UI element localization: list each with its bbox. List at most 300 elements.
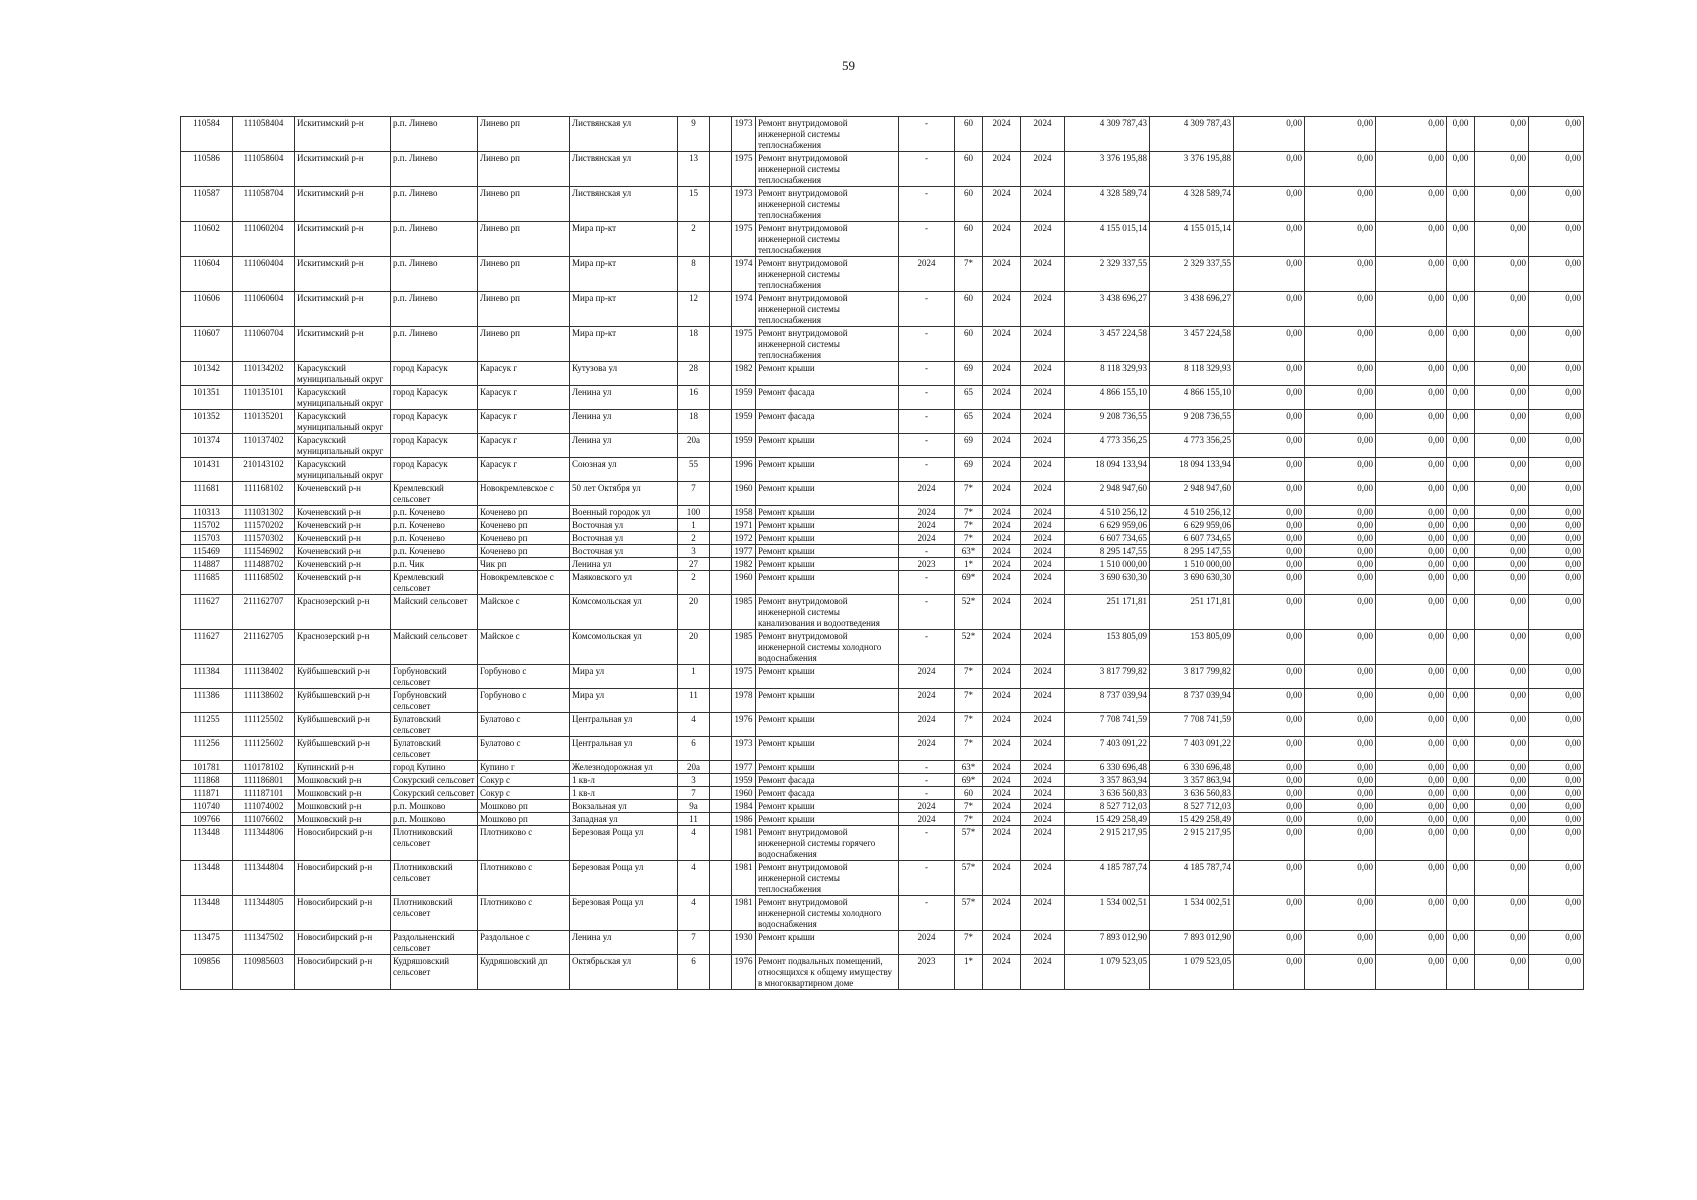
cell-street: Комсомольская ул: [570, 595, 678, 630]
cell-local-cost: 0,00: [1376, 595, 1447, 630]
cell-owners-share: 0,00: [1447, 630, 1475, 665]
cell-extra-cost: 0,00: [1529, 257, 1584, 292]
cell-fund-cost: 1 510 000,00: [1150, 558, 1234, 571]
cell-work-type: Ремонт крыши: [756, 761, 899, 774]
cell-settlement: Карасук г: [478, 458, 570, 482]
table-row: [181, 386, 1584, 410]
cell-house-number: 18: [678, 410, 710, 434]
cell-extra-cost: 0,00: [1529, 545, 1584, 558]
cell-object-id: 110602: [181, 222, 233, 257]
cell-municipality: Кудряшовский сельсовет: [391, 955, 478, 990]
cell-municipality: город Купино: [391, 761, 478, 774]
cell-owners-share: 0,00: [1447, 532, 1475, 545]
cell-federal-cost: 0,00: [1234, 152, 1305, 187]
cell-fund-cost: 3 376 195,88: [1150, 152, 1234, 187]
cell-wear: 65: [955, 386, 983, 410]
cell-fund-cost: 3 457 224,58: [1150, 327, 1234, 362]
cell-other-cost: 0,00: [1475, 813, 1529, 826]
table-row: [181, 595, 1584, 630]
cell-municipality: р.п. Линево: [391, 292, 478, 327]
cell-regional-cost: 0,00: [1305, 931, 1376, 955]
cell-regional-cost: 0,00: [1305, 292, 1376, 327]
cell-work-type: Ремонт внутридомовой инженерной системы теплоснабжения: [756, 152, 899, 187]
cell-federal-cost: 0,00: [1234, 813, 1305, 826]
cell-end-year: 2024: [1021, 187, 1065, 222]
cell-settlement: Линево рп: [478, 187, 570, 222]
cell-wear: 57*: [955, 861, 983, 896]
cell-object-id: 114887: [181, 558, 233, 571]
cell-start-year: 2024: [983, 931, 1021, 955]
cell-extra-cost: 0,00: [1529, 292, 1584, 327]
cell-federal-cost: 0,00: [1234, 955, 1305, 990]
cell-work-type: Ремонт крыши: [756, 434, 899, 458]
cell-program-id: 111187101: [233, 787, 295, 800]
cell-owners-share: 0,00: [1447, 482, 1475, 506]
cell-settlement: Майское с: [478, 595, 570, 630]
cell-street: Листвянская ул: [570, 117, 678, 152]
cell-owners-share: 0,00: [1447, 458, 1475, 482]
cell-district: Краснозерский р-н: [295, 595, 391, 630]
cell-extra-cost: 0,00: [1529, 761, 1584, 774]
cell-building: [710, 327, 732, 362]
cell-regional-cost: 0,00: [1305, 458, 1376, 482]
cell-building: [710, 861, 732, 896]
cell-plan-year: 2024: [899, 813, 955, 826]
cell-total-cost: 8 527 712,03: [1065, 800, 1150, 813]
cell-owners-share: 0,00: [1447, 787, 1475, 800]
cell-building: [710, 482, 732, 506]
cell-object-id: 113448: [181, 861, 233, 896]
cell-regional-cost: 0,00: [1305, 532, 1376, 545]
cell-program-id: 111546902: [233, 545, 295, 558]
cell-local-cost: 0,00: [1376, 410, 1447, 434]
cell-settlement: Коченево рп: [478, 519, 570, 532]
cell-built-year: 1973: [732, 737, 756, 761]
cell-municipality: город Карасук: [391, 410, 478, 434]
cell-wear: 60: [955, 787, 983, 800]
cell-municipality: р.п. Мошково: [391, 800, 478, 813]
cell-house-number: 2: [678, 532, 710, 545]
capital-repair-table: [180, 116, 1584, 990]
cell-built-year: 1958: [732, 506, 756, 519]
cell-house-number: 55: [678, 458, 710, 482]
cell-start-year: 2024: [983, 386, 1021, 410]
cell-extra-cost: 0,00: [1529, 362, 1584, 386]
cell-municipality: Булатовский сельсовет: [391, 713, 478, 737]
cell-building: [710, 800, 732, 813]
cell-house-number: 4: [678, 713, 710, 737]
cell-regional-cost: 0,00: [1305, 761, 1376, 774]
cell-start-year: 2024: [983, 519, 1021, 532]
cell-end-year: 2024: [1021, 800, 1065, 813]
cell-other-cost: 0,00: [1475, 532, 1529, 545]
cell-local-cost: 0,00: [1376, 117, 1447, 152]
cell-owners-share: 0,00: [1447, 826, 1475, 861]
cell-municipality: город Карасук: [391, 434, 478, 458]
cell-regional-cost: 0,00: [1305, 630, 1376, 665]
cell-owners-share: 0,00: [1447, 545, 1475, 558]
cell-program-id: 111058704: [233, 187, 295, 222]
cell-start-year: 2024: [983, 532, 1021, 545]
cell-house-number: 1: [678, 665, 710, 689]
cell-end-year: 2024: [1021, 595, 1065, 630]
cell-district: Мошковский р-н: [295, 774, 391, 787]
cell-owners-share: 0,00: [1447, 896, 1475, 931]
cell-total-cost: 1 079 523,05: [1065, 955, 1150, 990]
cell-district: Коченевский р-н: [295, 545, 391, 558]
cell-owners-share: 0,00: [1447, 955, 1475, 990]
cell-program-id: 110178102: [233, 761, 295, 774]
cell-federal-cost: 0,00: [1234, 222, 1305, 257]
cell-settlement: Плотниково с: [478, 896, 570, 931]
cell-program-id: 111125602: [233, 737, 295, 761]
cell-wear: 63*: [955, 545, 983, 558]
table-row: [181, 630, 1584, 665]
cell-street: Западная ул: [570, 813, 678, 826]
cell-local-cost: 0,00: [1376, 571, 1447, 595]
cell-wear: 57*: [955, 896, 983, 931]
cell-built-year: 1975: [732, 665, 756, 689]
cell-municipality: Майский сельсовет: [391, 630, 478, 665]
cell-other-cost: 0,00: [1475, 152, 1529, 187]
cell-plan-year: -: [899, 630, 955, 665]
cell-owners-share: 0,00: [1447, 434, 1475, 458]
cell-fund-cost: 3 690 630,30: [1150, 571, 1234, 595]
cell-street: 1 кв-л: [570, 787, 678, 800]
cell-house-number: 13: [678, 152, 710, 187]
cell-federal-cost: 0,00: [1234, 532, 1305, 545]
cell-house-number: 3: [678, 774, 710, 787]
cell-settlement: Линево рп: [478, 257, 570, 292]
cell-federal-cost: 0,00: [1234, 826, 1305, 861]
cell-end-year: 2024: [1021, 774, 1065, 787]
cell-district: Искитимский р-н: [295, 292, 391, 327]
cell-settlement: Новокремлевское с: [478, 482, 570, 506]
cell-district: Новосибирский р-н: [295, 861, 391, 896]
cell-plan-year: -: [899, 410, 955, 434]
cell-object-id: 110606: [181, 292, 233, 327]
cell-plan-year: -: [899, 292, 955, 327]
cell-total-cost: 4 328 589,74: [1065, 187, 1150, 222]
cell-regional-cost: 0,00: [1305, 152, 1376, 187]
cell-object-id: 101374: [181, 434, 233, 458]
cell-district: Новосибирский р-н: [295, 826, 391, 861]
table-row: [181, 571, 1584, 595]
cell-street: Центральная ул: [570, 713, 678, 737]
cell-plan-year: 2024: [899, 800, 955, 813]
cell-extra-cost: 0,00: [1529, 558, 1584, 571]
cell-extra-cost: 0,00: [1529, 689, 1584, 713]
cell-house-number: 20: [678, 630, 710, 665]
cell-start-year: 2024: [983, 434, 1021, 458]
cell-wear: 60: [955, 222, 983, 257]
cell-total-cost: 7 893 012,90: [1065, 931, 1150, 955]
cell-building: [710, 386, 732, 410]
cell-other-cost: 0,00: [1475, 386, 1529, 410]
cell-street: Мира пр-кт: [570, 257, 678, 292]
cell-local-cost: 0,00: [1376, 386, 1447, 410]
cell-municipality: Кремлевский сельсовет: [391, 571, 478, 595]
cell-house-number: 3: [678, 545, 710, 558]
cell-regional-cost: 0,00: [1305, 187, 1376, 222]
cell-municipality: Горбуновский сельсовет: [391, 665, 478, 689]
cell-federal-cost: 0,00: [1234, 506, 1305, 519]
cell-end-year: 2024: [1021, 558, 1065, 571]
cell-work-type: Ремонт крыши: [756, 737, 899, 761]
cell-start-year: 2024: [983, 761, 1021, 774]
cell-other-cost: 0,00: [1475, 689, 1529, 713]
cell-district: Искитимский р-н: [295, 257, 391, 292]
cell-wear: 60: [955, 152, 983, 187]
cell-object-id: 111868: [181, 774, 233, 787]
cell-extra-cost: 0,00: [1529, 896, 1584, 931]
cell-work-type: Ремонт крыши: [756, 713, 899, 737]
cell-work-type: Ремонт внутридомовой инженерной системы теплоснабжения: [756, 257, 899, 292]
table-row: [181, 410, 1584, 434]
cell-street: Военный городок ул: [570, 506, 678, 519]
cell-plan-year: 2024: [899, 482, 955, 506]
cell-total-cost: 4 510 256,12: [1065, 506, 1150, 519]
cell-object-id: 110587: [181, 187, 233, 222]
table-row: [181, 665, 1584, 689]
cell-total-cost: 3 438 696,27: [1065, 292, 1150, 327]
cell-local-cost: 0,00: [1376, 362, 1447, 386]
cell-wear: 63*: [955, 761, 983, 774]
cell-building: [710, 292, 732, 327]
cell-street: Мира ул: [570, 665, 678, 689]
cell-built-year: 1981: [732, 826, 756, 861]
cell-total-cost: 3 817 799,82: [1065, 665, 1150, 689]
cell-wear: 1*: [955, 955, 983, 990]
cell-other-cost: 0,00: [1475, 410, 1529, 434]
cell-wear: 52*: [955, 595, 983, 630]
cell-municipality: р.п. Линево: [391, 152, 478, 187]
cell-owners-share: 0,00: [1447, 595, 1475, 630]
cell-wear: 7*: [955, 689, 983, 713]
cell-house-number: 100: [678, 506, 710, 519]
cell-wear: 1*: [955, 558, 983, 571]
cell-local-cost: 0,00: [1376, 774, 1447, 787]
cell-local-cost: 0,00: [1376, 506, 1447, 519]
cell-built-year: 1972: [732, 532, 756, 545]
cell-plan-year: -: [899, 386, 955, 410]
cell-owners-share: 0,00: [1447, 774, 1475, 787]
cell-extra-cost: 0,00: [1529, 410, 1584, 434]
cell-street: Ленина ул: [570, 558, 678, 571]
cell-street: Маяковского ул: [570, 571, 678, 595]
cell-federal-cost: 0,00: [1234, 787, 1305, 800]
cell-built-year: 1977: [732, 545, 756, 558]
cell-other-cost: 0,00: [1475, 800, 1529, 813]
cell-owners-share: 0,00: [1447, 761, 1475, 774]
cell-street: Мира ул: [570, 689, 678, 713]
cell-built-year: 1976: [732, 713, 756, 737]
cell-street: Комсомольская ул: [570, 630, 678, 665]
cell-local-cost: 0,00: [1376, 222, 1447, 257]
cell-house-number: 9: [678, 117, 710, 152]
cell-building: [710, 761, 732, 774]
cell-owners-share: 0,00: [1447, 327, 1475, 362]
cell-work-type: Ремонт внутридомовой инженерной системы холодного водоснабжения: [756, 896, 899, 931]
cell-regional-cost: 0,00: [1305, 774, 1376, 787]
cell-house-number: 20: [678, 595, 710, 630]
cell-owners-share: 0,00: [1447, 362, 1475, 386]
cell-extra-cost: 0,00: [1529, 532, 1584, 545]
cell-object-id: 110584: [181, 117, 233, 152]
cell-fund-cost: 6 330 696,48: [1150, 761, 1234, 774]
cell-street: Восточная ул: [570, 519, 678, 532]
cell-regional-cost: 0,00: [1305, 713, 1376, 737]
cell-district: Новосибирский р-н: [295, 896, 391, 931]
cell-local-cost: 0,00: [1376, 955, 1447, 990]
cell-wear: 69: [955, 458, 983, 482]
cell-built-year: 1959: [732, 386, 756, 410]
cell-fund-cost: 4 155 015,14: [1150, 222, 1234, 257]
cell-regional-cost: 0,00: [1305, 737, 1376, 761]
cell-total-cost: 3 376 195,88: [1065, 152, 1150, 187]
cell-program-id: 111074002: [233, 800, 295, 813]
cell-building: [710, 545, 732, 558]
cell-district: Искитимский р-н: [295, 152, 391, 187]
cell-settlement: Карасук г: [478, 410, 570, 434]
cell-extra-cost: 0,00: [1529, 931, 1584, 955]
cell-district: Куйбышевский р-н: [295, 713, 391, 737]
cell-fund-cost: 3 636 560,83: [1150, 787, 1234, 800]
cell-district: Искитимский р-н: [295, 117, 391, 152]
cell-fund-cost: 1 079 523,05: [1150, 955, 1234, 990]
cell-other-cost: 0,00: [1475, 458, 1529, 482]
cell-building: [710, 787, 732, 800]
cell-start-year: 2024: [983, 826, 1021, 861]
cell-end-year: 2024: [1021, 665, 1065, 689]
cell-settlement: Плотниково с: [478, 826, 570, 861]
cell-other-cost: 0,00: [1475, 774, 1529, 787]
cell-building: [710, 362, 732, 386]
cell-wear: 69*: [955, 571, 983, 595]
cell-fund-cost: 8 737 039,94: [1150, 689, 1234, 713]
cell-start-year: 2024: [983, 630, 1021, 665]
cell-end-year: 2024: [1021, 861, 1065, 896]
cell-object-id: 109856: [181, 955, 233, 990]
cell-fund-cost: 2 329 337,55: [1150, 257, 1234, 292]
cell-total-cost: 251 171,81: [1065, 595, 1150, 630]
cell-owners-share: 0,00: [1447, 386, 1475, 410]
cell-plan-year: -: [899, 861, 955, 896]
cell-regional-cost: 0,00: [1305, 117, 1376, 152]
cell-settlement: Горбуново с: [478, 689, 570, 713]
cell-house-number: 7: [678, 931, 710, 955]
cell-local-cost: 0,00: [1376, 434, 1447, 458]
cell-total-cost: 8 295 147,55: [1065, 545, 1150, 558]
cell-built-year: 1959: [732, 410, 756, 434]
cell-local-cost: 0,00: [1376, 558, 1447, 571]
cell-municipality: р.п. Коченево: [391, 532, 478, 545]
cell-fund-cost: 4 328 589,74: [1150, 187, 1234, 222]
cell-settlement: Мошково рп: [478, 800, 570, 813]
cell-municipality: р.п. Мошково: [391, 813, 478, 826]
cell-program-id: 111186801: [233, 774, 295, 787]
cell-settlement: Булатово с: [478, 713, 570, 737]
cell-built-year: 1981: [732, 896, 756, 931]
table-row: [181, 362, 1584, 386]
table-row: [181, 761, 1584, 774]
cell-federal-cost: 0,00: [1234, 434, 1305, 458]
cell-end-year: 2024: [1021, 737, 1065, 761]
cell-building: [710, 410, 732, 434]
cell-end-year: 2024: [1021, 545, 1065, 558]
cell-wear: 69*: [955, 774, 983, 787]
cell-local-cost: 0,00: [1376, 861, 1447, 896]
cell-program-id: 111060404: [233, 257, 295, 292]
cell-built-year: 1930: [732, 931, 756, 955]
cell-program-id: 111347502: [233, 931, 295, 955]
cell-total-cost: 2 915 217,95: [1065, 826, 1150, 861]
cell-total-cost: 8 737 039,94: [1065, 689, 1150, 713]
cell-fund-cost: 8 295 147,55: [1150, 545, 1234, 558]
cell-federal-cost: 0,00: [1234, 774, 1305, 787]
cell-extra-cost: 0,00: [1529, 222, 1584, 257]
cell-start-year: 2024: [983, 955, 1021, 990]
cell-district: Коченевский р-н: [295, 571, 391, 595]
cell-owners-share: 0,00: [1447, 665, 1475, 689]
cell-start-year: 2024: [983, 292, 1021, 327]
cell-street: Вокзальная ул: [570, 800, 678, 813]
cell-settlement: Коченево рп: [478, 506, 570, 519]
cell-start-year: 2024: [983, 257, 1021, 292]
cell-street: Ленина ул: [570, 434, 678, 458]
cell-house-number: 1: [678, 519, 710, 532]
cell-settlement: Карасук г: [478, 362, 570, 386]
cell-object-id: 110586: [181, 152, 233, 187]
cell-wear: 60: [955, 292, 983, 327]
cell-plan-year: 2024: [899, 257, 955, 292]
cell-start-year: 2024: [983, 458, 1021, 482]
table-row: [181, 713, 1584, 737]
cell-plan-year: -: [899, 571, 955, 595]
cell-building: [710, 532, 732, 545]
cell-federal-cost: 0,00: [1234, 665, 1305, 689]
cell-settlement: Сокур с: [478, 787, 570, 800]
cell-federal-cost: 0,00: [1234, 713, 1305, 737]
cell-municipality: Сокурский сельсовет: [391, 774, 478, 787]
cell-built-year: 1974: [732, 292, 756, 327]
cell-regional-cost: 0,00: [1305, 506, 1376, 519]
cell-start-year: 2024: [983, 813, 1021, 826]
cell-total-cost: 2 329 337,55: [1065, 257, 1150, 292]
cell-owners-share: 0,00: [1447, 571, 1475, 595]
cell-street: Березовая Роща ул: [570, 861, 678, 896]
cell-program-id: 211162705: [233, 630, 295, 665]
cell-program-id: 111168102: [233, 482, 295, 506]
cell-local-cost: 0,00: [1376, 292, 1447, 327]
cell-owners-share: 0,00: [1447, 117, 1475, 152]
cell-work-type: Ремонт внутридомовой инженерной системы холодного водоснабжения: [756, 630, 899, 665]
cell-district: Мошковский р-н: [295, 800, 391, 813]
cell-wear: 60: [955, 187, 983, 222]
cell-built-year: 1975: [732, 222, 756, 257]
cell-regional-cost: 0,00: [1305, 434, 1376, 458]
cell-settlement: Чик рп: [478, 558, 570, 571]
cell-house-number: 20а: [678, 761, 710, 774]
cell-wear: 69: [955, 362, 983, 386]
table-row: [181, 774, 1584, 787]
table-row: [181, 737, 1584, 761]
cell-total-cost: 4 155 015,14: [1065, 222, 1150, 257]
cell-start-year: 2024: [983, 187, 1021, 222]
cell-municipality: Кремлевский сельсовет: [391, 482, 478, 506]
page-number: 59: [842, 58, 855, 73]
cell-start-year: 2024: [983, 861, 1021, 896]
